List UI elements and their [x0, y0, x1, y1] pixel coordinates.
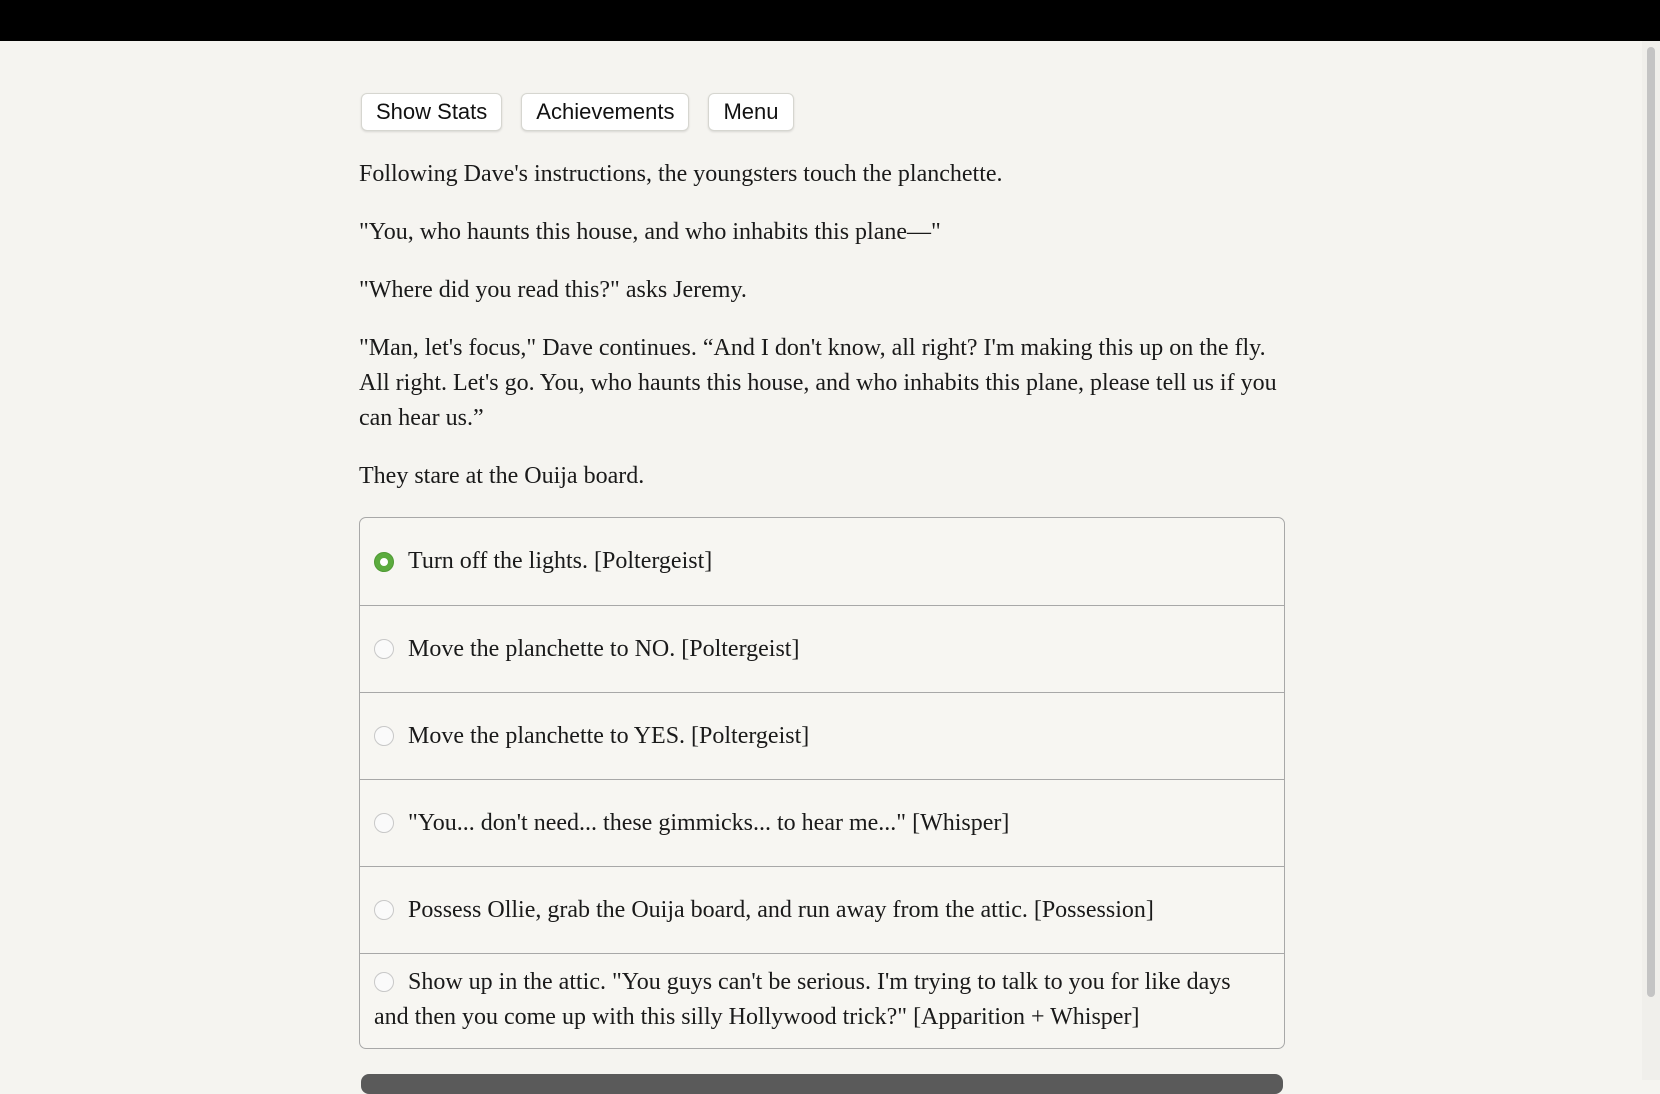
radio-button[interactable] — [374, 639, 394, 659]
story-text — [359, 157, 1284, 494]
choice-list — [359, 517, 1285, 1049]
story-paragraph: Following Dave's instructions, the youngsters touch the planchette. — [359, 161, 1003, 187]
choice-option[interactable] — [360, 866, 1284, 953]
scrollbar-thumb[interactable] — [1647, 47, 1655, 997]
radio-button-selected[interactable] — [374, 552, 394, 572]
choice-option[interactable] — [360, 518, 1284, 605]
story-paragraph: "You, who haunts this house, and who inhabits this plane—" — [359, 219, 941, 245]
radio-button[interactable] — [374, 900, 394, 920]
choice-label: Turn off the lights. [Poltergeist] — [408, 548, 713, 574]
next-button[interactable] — [361, 1074, 1283, 1094]
scrollbar[interactable] — [1642, 41, 1660, 1080]
achievements-button[interactable]: Achievements — [521, 93, 689, 131]
choice-option[interactable] — [360, 953, 1284, 1048]
radio-button[interactable] — [374, 972, 394, 992]
menu-button[interactable]: Menu — [708, 93, 793, 131]
choice-option[interactable] — [360, 605, 1284, 692]
radio-button[interactable] — [374, 813, 394, 833]
browser-top-bar — [0, 0, 1660, 41]
story-paragraph: They stare at the Ouija board. — [359, 463, 645, 489]
toolbar — [361, 93, 1284, 131]
radio-button[interactable] — [374, 726, 394, 746]
choice-label: Possess Ollie, grab the Ouija board, and run away from the attic. [Possession] — [408, 896, 1154, 923]
show-stats-button[interactable]: Show Stats — [361, 93, 502, 131]
choice-label: Move the planchette to NO. [Poltergeist] — [408, 635, 800, 662]
game-content — [359, 93, 1284, 1049]
choice-option[interactable] — [360, 692, 1284, 779]
choice-label: Show up in the attic. "You guys can't be serious. I'm trying to talk to you for like days and then you come up with this silly Hollywood trick?" [Apparition + Whisper] — [374, 969, 1231, 1030]
choice-option[interactable] — [360, 779, 1284, 866]
choice-label: "You... don't need... these gimmicks... to hear me..." [Whisper] — [408, 809, 1010, 836]
story-paragraph: "Where did you read this?" asks Jeremy. — [359, 277, 747, 303]
choice-label: Move the planchette to YES. [Poltergeist] — [408, 722, 810, 749]
story-paragraph: "Man, let's focus," Dave continues. “And I don't know, all right? I'm making this up on the fly. All right. Let's go. You, who haunts this house, and who inhabits this plane, please tell us if you can hear us.” — [359, 335, 1277, 431]
